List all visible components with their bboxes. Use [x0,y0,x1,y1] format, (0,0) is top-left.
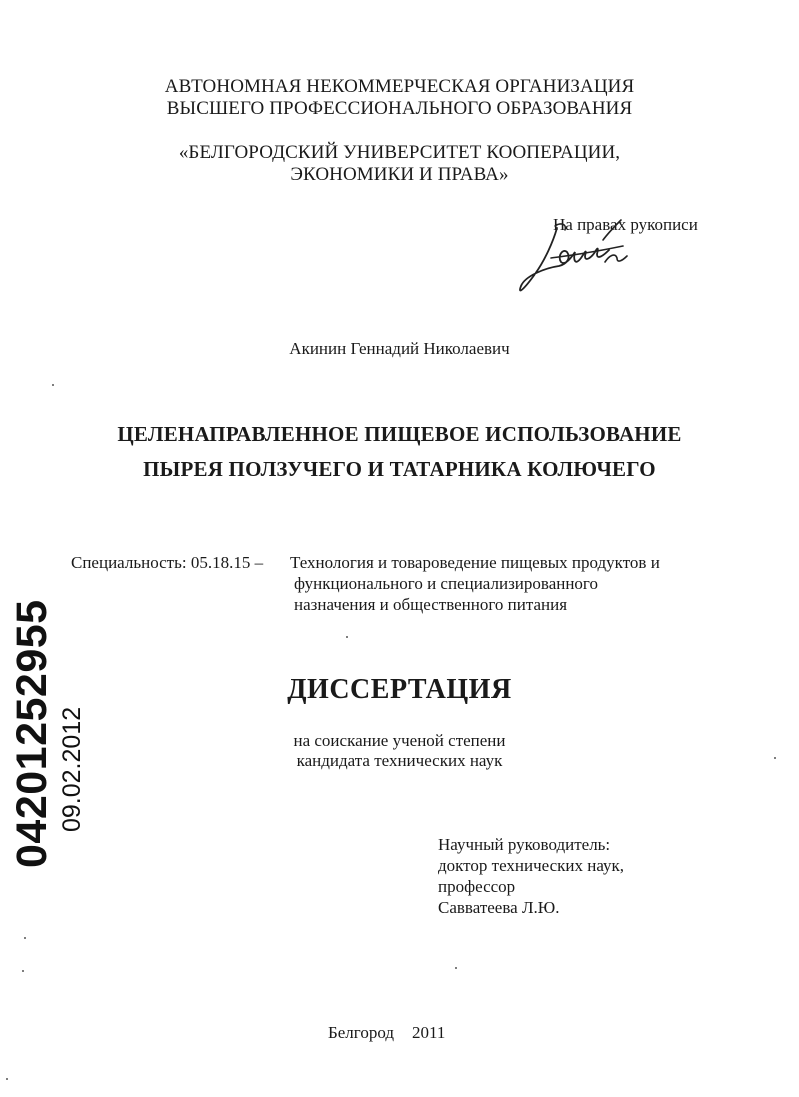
library-stamp-date: 09.02.2012 [58,706,86,832]
organization-line-2: ВЫСШЕГО ПРОФЕССИОНАЛЬНОГО ОБРАЗОВАНИЯ [166,98,633,119]
advisor-title: профессор [438,877,516,896]
degree-line-2: кандидата технических наук [296,751,503,770]
advisor-label: Научный руководитель: [438,835,611,854]
organization-line-3: «БЕЛГОРОДСКИЙ УНИВЕРСИТЕТ КООПЕРАЦИИ, [178,142,621,163]
scan-speck [24,937,26,939]
dissertation-title-line-2: ПЫРЕЯ ПОЛЗУЧЕГО И ТАТАРНИКА КОЛЮЧЕГО [143,457,656,481]
specialty-line-2: функционального и специализированного [294,574,598,593]
scan-speck [52,384,54,386]
scan-speck [455,967,457,969]
specialty-line-1: Технология и товароведение пищевых продуктов и [290,553,660,572]
footer-city: Белгород [328,1023,394,1042]
scan-speck [774,757,776,759]
author-name: Акинин Геннадий Николаевич [289,339,510,358]
scan-speck [346,636,348,638]
library-stamp-number: 04201252955 [8,599,56,868]
organization-line-1: АВТОНОМНАЯ НЕКОММЕРЧЕСКАЯ ОРГАНИЗАЦИЯ [164,76,635,97]
organization-line-4: ЭКОНОМИКИ И ПРАВА» [290,164,509,185]
scan-speck [22,970,24,972]
dissertation-title-line-1: ЦЕЛЕНАПРАВЛЕННОЕ ПИЩЕВОЕ ИСПОЛЬЗОВАНИЕ [117,422,682,446]
specialty-label: Специальность: 05.18.15 – [71,553,264,572]
specialty-line-3: назначения и общественного питания [294,595,568,614]
advisor-degree: доктор технических наук, [438,856,625,875]
signature [505,212,635,304]
footer-year: 2011 [412,1023,446,1042]
document-type-heading: ДИССЕРТАЦИЯ [287,674,512,705]
advisor-name: Савватеева Л.Ю. [438,898,560,917]
degree-line-1: на соискание ученой степени [293,731,506,750]
manuscript-note: На правах рукописи [553,215,698,234]
scan-speck [6,1078,8,1080]
